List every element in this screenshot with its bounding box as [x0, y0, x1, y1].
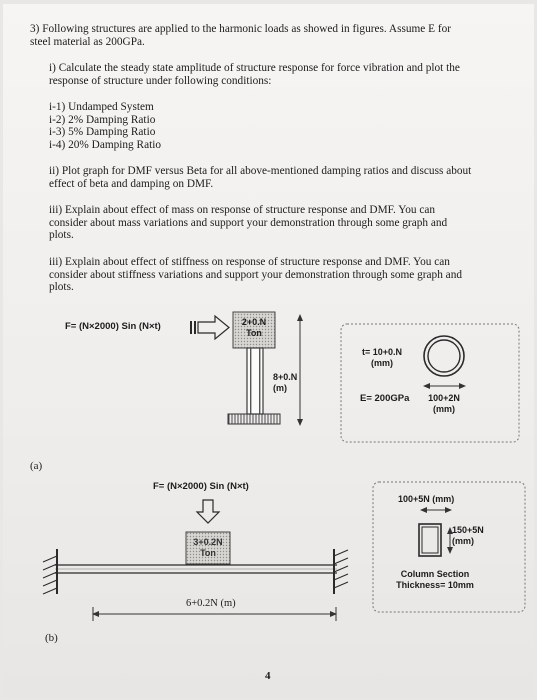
condition-item: i-1) Undamped System: [49, 101, 154, 113]
fixed-base-a: [228, 414, 280, 424]
force-arrow-a: [190, 316, 229, 339]
diameter-label-a-line-2: (mm): [433, 404, 455, 414]
thickness-label-a-line-1: t= 10+0.N: [361, 347, 403, 357]
modulus-label-a: E= 200GPa: [360, 393, 410, 404]
condition-item: i-3) 5% Damping Ratio: [49, 126, 156, 139]
height-label-b: [452, 525, 484, 547]
width-dimension-b: [420, 507, 452, 513]
part-iii-line-1: iii) Explain about effect of mass on response of structure response and DMF. You can: [49, 204, 436, 216]
mass-label-b: [188, 537, 228, 559]
height-label-a-line-2: (m): [273, 383, 287, 393]
force-label-b: F= (N×2000) Sin (N×t): [153, 481, 249, 492]
mass-label-b-line-2: Ton: [200, 548, 216, 558]
pipe-section-icon: [424, 336, 464, 376]
figures-drawing: [3, 4, 534, 698]
part-iv-line-3: plots.: [49, 281, 74, 294]
part-i-line-2: response of structure under following conditions:: [49, 74, 272, 87]
mass-label-a: [235, 317, 273, 339]
section-caption-b-line-1: Column Section: [400, 569, 470, 579]
span-dimension-b: [92, 607, 337, 621]
fixed-support-right: [334, 549, 348, 594]
part-ii-line-1: ii) Plot graph for DMF versus Beta for all above-mentioned damping ratios and discuss about: [49, 165, 472, 177]
part-ii-line-2: effect of beta and damping on DMF.: [49, 177, 214, 190]
part-i-line-1: i) Calculate the steady state amplitude of structure response for force vibration and plot the: [49, 62, 460, 74]
mass-label-b-line-1: 3+0.2N: [193, 537, 223, 547]
mass-label-a-line-2: Ton: [246, 328, 262, 338]
height-label-a-line-1: 8+0.N: [273, 372, 298, 382]
part-iv-line-1: iii) Explain about effect of stiffness on response of structure response and DMF. You can: [49, 256, 450, 268]
heading-line-2: steel material as 200GPa.: [30, 35, 145, 48]
part-iii-line-2: consider about mass variations and support your demonstration through some graph and: [49, 216, 448, 229]
section-caption-b: [385, 569, 485, 591]
thickness-label-a-line-2: (mm): [371, 358, 393, 368]
part-iv-line-2: consider about stiffness variations and support your demonstration through some graph and: [49, 268, 462, 281]
thickness-label-a: [356, 347, 408, 369]
document-page: [3, 4, 534, 698]
mass-label-a-line-1: 2+0.N: [241, 317, 267, 327]
height-dimension-a: [297, 314, 303, 426]
force-arrow-b: [197, 500, 219, 523]
heading-line-1: 3) Following structures are applied to the harmonic loads as showed in figures. Assume E for: [30, 23, 452, 35]
height-label-b-line-1: 150+5N: [452, 525, 484, 535]
section-caption-b-line-2: Thickness= 10mm: [396, 580, 474, 590]
height-label-a: [273, 372, 297, 394]
span-label-b: 6+0.2N (m): [186, 598, 236, 609]
fixed-support-left: [43, 549, 57, 594]
diameter-label-a-line-1: 100+2N: [428, 393, 460, 403]
diameter-dimension-a: [423, 383, 466, 389]
column-a: [247, 348, 263, 414]
height-label-b-line-2: (mm): [452, 536, 474, 546]
condition-item: i-4) 20% Damping Ratio: [49, 138, 162, 151]
diameter-label-a: [421, 393, 467, 415]
box-section-icon: [419, 524, 441, 556]
part-iii-line-3: plots.: [49, 229, 74, 242]
page-number: 4: [265, 670, 271, 682]
figure-a-label: (a): [30, 460, 43, 472]
force-label-a: F= (N×2000) Sin (N×t): [65, 321, 161, 332]
condition-item: i-2) 2% Damping Ratio: [49, 113, 156, 126]
width-label-b: 100+5N (mm): [398, 494, 455, 504]
beam-b: [55, 565, 337, 573]
figure-b-label: (b): [45, 632, 58, 644]
